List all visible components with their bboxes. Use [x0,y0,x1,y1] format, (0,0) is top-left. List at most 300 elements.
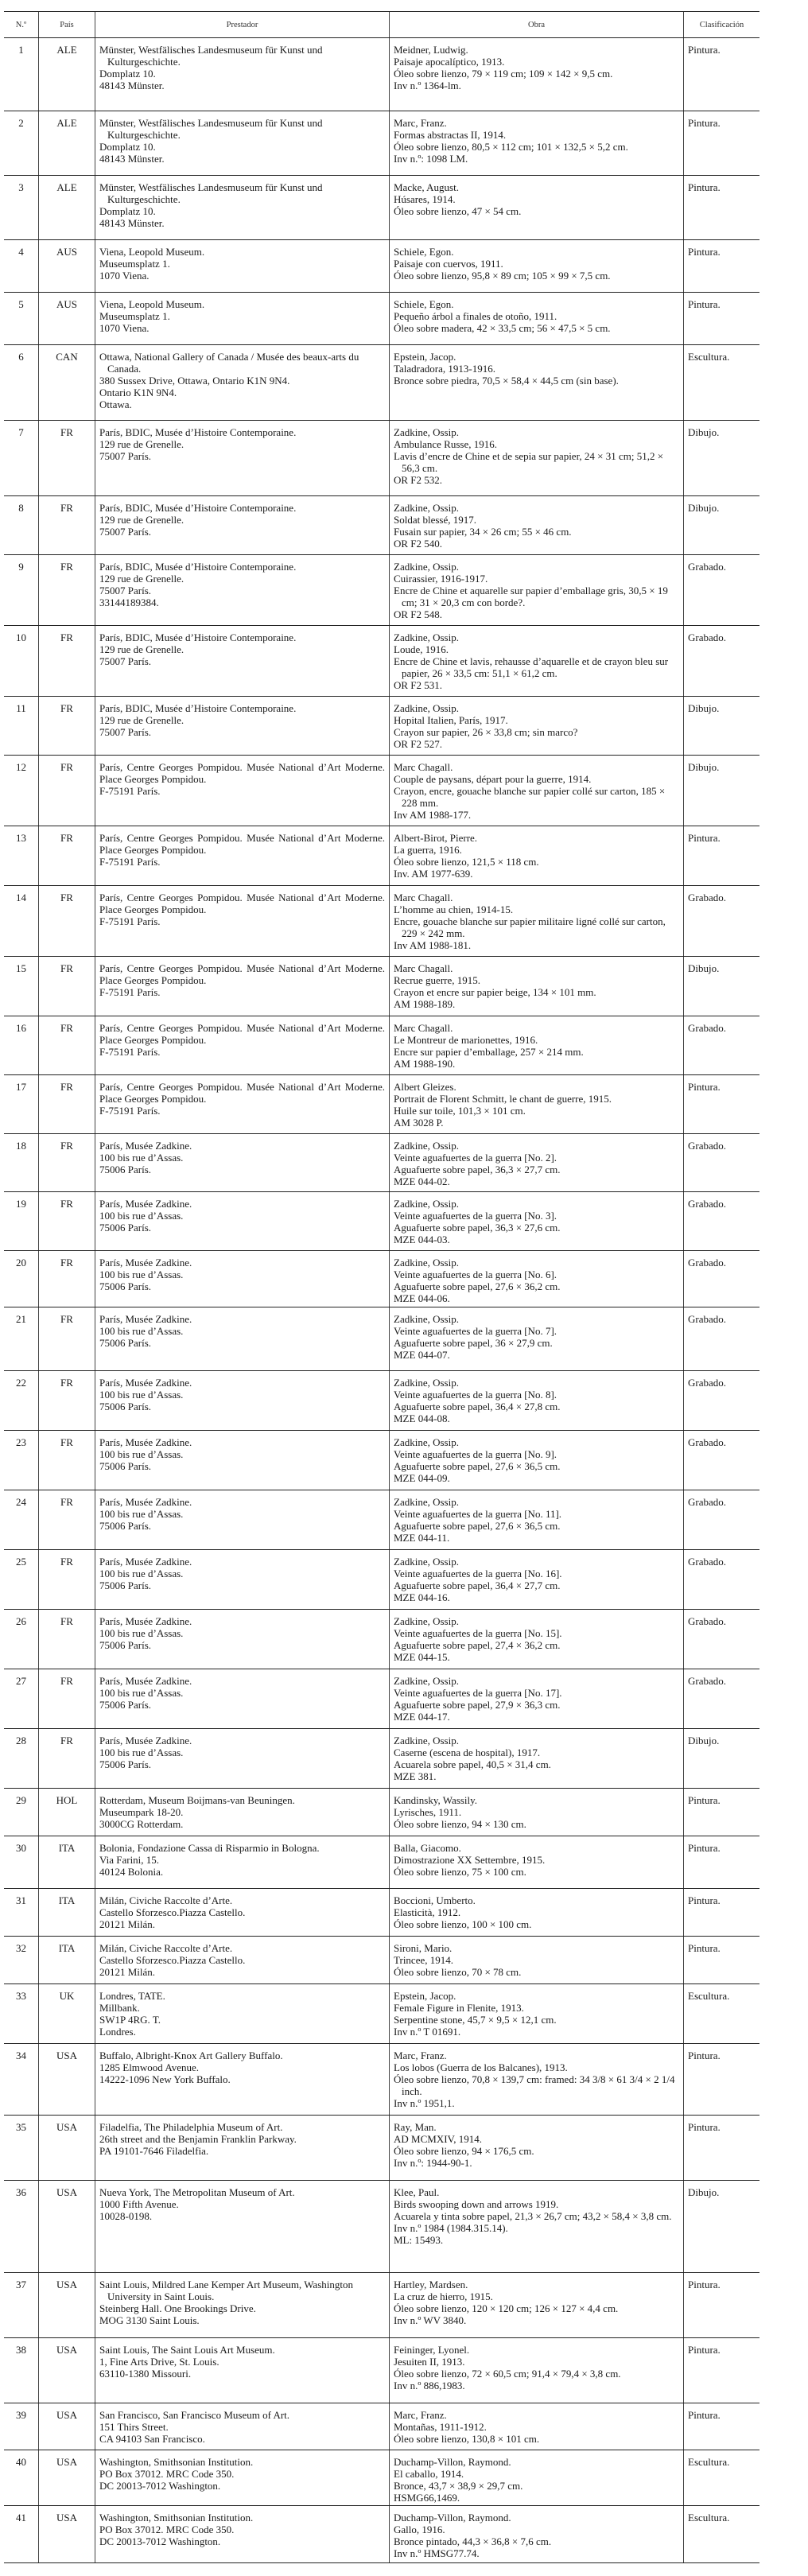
table-row [4,886,759,957]
cell-num: 7 [4,421,39,496]
obra-line: Trincee, 1914. [394,1954,453,1966]
prestador-line: Saint Louis, Mildred Lane Kemper Art Museum, Washington University in Saint Louis. [99,2279,353,2302]
cell-clasificacion: Grabado. [684,1431,760,1490]
prestador-line: Washington, Smithsonian Institution. [99,2456,254,2468]
cell-num: 26 [4,1610,39,1669]
obra-line: Lavis d’encre de Chine et de sepia sur papier, 24 × 31 cm; 51,2 × 56,3 cm. [394,450,664,474]
obra-line: AM 1988-190. [394,1058,456,1070]
cell-num: 8 [4,496,39,555]
table-row [4,38,759,111]
cell-pais: FR [39,1490,95,1550]
cell-obra [390,1371,684,1431]
cell-pais: FR [39,1669,95,1729]
table-row [4,957,759,1016]
cell-obra [390,697,684,756]
table-row [4,1836,759,1889]
cell-prestador [95,1192,390,1251]
cell-num: 11 [4,697,39,756]
cell-clasificacion: Pintura. [684,1836,760,1889]
obra-line: MZE 044-03. [394,1234,450,1245]
cell-prestador [95,1889,390,1937]
obra-line: Crayon, encre, gouache blanche sur papier collé sur carton, 185 × 228 mm. [394,785,666,809]
obra-line: Veinte aguafuertes de la guerra [No. 16]. [394,1568,562,1579]
cell-clasificacion: Pintura. [684,38,760,111]
obra-line: Female Figure in Flenite, 1913. [394,2002,524,2014]
cell-pais: FR [39,1251,95,1307]
obra-line: Feininger, Lyonel. [394,2344,470,2356]
cell-prestador [95,1937,390,1984]
cell-num: 39 [4,2403,39,2450]
cell-pais: USA [39,2273,95,2338]
prestador-line: 151 Thirs Street. [99,2421,169,2433]
obra-line: MZE 044-08. [394,1412,450,1424]
table-row [4,1307,759,1371]
prestador-line: Place Georges Pompidou. [99,1034,207,1046]
cell-clasificacion: Pintura. [684,2044,760,2116]
obra-line: Óleo sobre lienzo, 120 × 120 cm; 126 × 127 × 4,4 cm. [394,2302,619,2314]
prestador-line: 33144189384. [99,596,159,608]
cell-clasificacion: Pintura. [684,2403,760,2450]
cell-num: 33 [4,1984,39,2044]
cell-clasificacion: Dibujo. [684,421,760,496]
cell-prestador [95,2506,390,2563]
obra-line: L’homme au chien, 1914-15. [394,903,514,915]
obra-line: Encre sur papier d’emballage, 257 × 214 mm. [394,1046,584,1058]
obra-line: Encre de Chine et aquarelle sur papier d’emballage gris, 30,5 × 19 cm; 31 × 20,3 cm con borde?. [394,585,668,608]
cell-obra [390,1937,684,1984]
prestador-line: Museumsplatz 1. [99,310,170,322]
cell-prestador [95,1836,390,1889]
cell-clasificacion: Pintura. [684,2273,760,2338]
obra-line: Loude, 1916. [394,643,449,655]
table-row [4,2450,759,2506]
obra-line: Óleo sobre lienzo, 70,8 × 139,7 cm: framed: 34 3/8 × 61 3/4 × 2 1/4 inch. [394,2073,675,2097]
cell-prestador [95,1610,390,1669]
cell-obra [390,886,684,957]
prestador-line: Ottawa. [99,398,132,410]
cell-num: 16 [4,1016,39,1075]
obra-line: Aguafuerte sobre papel, 27,6 × 36,2 cm. [394,1280,561,1292]
obra-line: Húsares, 1914. [394,193,456,205]
prestador-line: París, Musée Zadkine. [99,1436,192,1448]
cell-obra [390,2403,684,2450]
obra-line: Los lobos (Guerra de los Balcanes), 1913. [394,2061,568,2073]
cell-num: 38 [4,2338,39,2403]
cell-obra [390,1889,684,1937]
cell-prestador [95,38,390,111]
cell-clasificacion: Grabado. [684,626,760,697]
cell-pais: FR [39,697,95,756]
cell-obra [390,1729,684,1789]
cell-obra [390,1610,684,1669]
prestador-line: 100 bis rue d’Assas. [99,1210,184,1222]
prestador-line: 100 bis rue d’Assas. [99,1152,184,1164]
table-row [4,1075,759,1134]
obra-line: Montañas, 1911-1912. [394,2421,487,2433]
cell-pais: FR [39,1371,95,1431]
cell-obra [390,1016,684,1075]
prestador-line: París, BDIC, Musée d’Histoire Contemporaine. [99,502,297,514]
table-row [4,1016,759,1075]
prestador-line: 75006 París. [99,1520,151,1532]
cell-clasificacion: Pintura. [684,111,760,176]
prestador-line: 129 rue de Grenelle. [99,714,185,726]
prestador-line: París, Musée Zadkine. [99,1377,192,1389]
table-row [4,1431,759,1490]
obra-line: Óleo sobre lienzo, 75 × 100 cm. [394,1866,526,1878]
obra-line: Soldat blessé, 1917. [394,514,476,526]
cell-obra [390,496,684,555]
cell-obra [390,176,684,240]
prestador-line: 75007 París. [99,450,151,462]
cell-num: 25 [4,1550,39,1610]
obra-line: Aguafuerte sobre papel, 27,6 × 36,5 cm. [394,1520,561,1532]
obra-line: Veinte aguafuertes de la guerra [No. 17]. [394,1687,562,1699]
cell-prestador [95,1669,390,1729]
cell-clasificacion: Dibujo. [684,957,760,1016]
obra-line: AM 1988-189. [394,998,456,1010]
obra-line: Zadkine, Ossip. [394,1313,459,1325]
obra-line: Zadkine, Ossip. [394,561,459,573]
obra-line: MZE 044-16. [394,1591,450,1603]
obra-line: Sironi, Mario. [394,1942,453,1954]
cell-pais: FR [39,496,95,555]
prestador-line: 3000CG Rotterdam. [99,1818,184,1830]
obra-line: Cuirassier, 1916-1917. [394,573,488,585]
prestador-line: Domplatz 10. [99,68,156,80]
obra-line: Zadkine, Ossip. [394,426,459,438]
obra-line: Óleo sobre lienzo, 94 × 176,5 cm. [394,2145,534,2157]
obra-line: MZE 044-15. [394,1651,450,1663]
obra-line: Zadkine, Ossip. [394,1735,459,1746]
cell-pais: USA [39,2403,95,2450]
cell-num: 28 [4,1729,39,1789]
prestador-line: París, BDIC, Musée d’Histoire Contemporaine. [99,561,297,573]
prestador-line: Place Georges Pompidou. [99,903,207,915]
obra-line: MZE 044-02. [394,1175,450,1187]
cell-num: 3 [4,176,39,240]
prestador-line: París, Musée Zadkine. [99,1735,192,1746]
table-row [4,2044,759,2116]
obra-line: OR F2 540. [394,538,443,550]
cell-clasificacion: Escultura. [684,2450,760,2506]
cell-num: 41 [4,2506,39,2563]
obra-line: Formas abstractas II, 1914. [394,129,507,141]
cell-num: 13 [4,826,39,886]
cell-pais: FR [39,957,95,1016]
cell-prestador [95,1075,390,1134]
obra-line: Epstein, Jacop. [394,351,456,363]
cell-clasificacion: Grabado. [684,1371,760,1431]
obra-line: Óleo sobre lienzo, 80,5 × 112 cm; 101 × 132,5 × 5,2 cm. [394,141,628,153]
cell-obra [390,240,684,293]
prestador-line: París, Centre Georges Pompidou. Musée National d’Art Moderne. [99,1081,385,1093]
cell-obra [390,555,684,626]
table-row [4,1984,759,2044]
table-row [4,2506,759,2563]
prestador-line: F-75191 París. [99,785,161,797]
obra-line: Veinte aguafuertes de la guerra [No. 6]. [394,1269,557,1280]
prestador-line: SW1P 4RG. T. [99,2014,161,2026]
obra-line: Taladradora, 1913-1916. [394,363,495,375]
cell-obra [390,1984,684,2044]
obra-line: Veinte aguafuertes de la guerra [No. 8]. [394,1389,557,1401]
obra-line: AD MCMXIV, 1914. [394,2133,482,2145]
prestador-line: 100 bis rue d’Assas. [99,1325,184,1337]
prestador-line: 100 bis rue d’Assas. [99,1746,184,1758]
table-row [4,826,759,886]
cell-obra [390,1669,684,1729]
prestador-line: Museumpark 18-20. [99,1806,184,1818]
cell-obra [390,2181,684,2273]
obra-line: Huile sur toile, 101,3 × 101 cm. [394,1105,526,1117]
cell-clasificacion: Grabado. [684,886,760,957]
table-row [4,2181,759,2273]
obra-line: Schiele, Egon. [394,246,454,258]
obra-line: Zadkine, Ossip. [394,1675,459,1687]
header-prestador: Prestador [95,12,390,38]
prestador-line: París, Centre Georges Pompidou. Musée National d’Art Moderne. [99,1022,385,1034]
obra-line: Inv n.º: 1098 LM. [394,153,468,165]
prestador-line: París, Musée Zadkine. [99,1556,192,1568]
obra-line: Birds swooping down and arrows 1919. [394,2198,559,2210]
prestador-line: Viena, Leopold Museum. [99,246,205,258]
prestador-line: 75006 París. [99,1401,151,1412]
cell-obra [390,1550,684,1610]
obra-line: Albert Gleizes. [394,1081,456,1093]
prestador-line: 1070 Viena. [99,322,150,334]
prestador-line: DC 20013-7012 Washington. [99,2535,221,2547]
table-row [4,2273,759,2338]
prestador-line: 75006 París. [99,1699,151,1711]
obra-line: Albert-Birot, Pierre. [394,832,478,844]
prestador-line: 100 bis rue d’Assas. [99,1448,184,1460]
cell-prestador [95,2273,390,2338]
obra-line: Klee, Paul. [394,2186,440,2198]
obra-line: Marc, Franz. [394,2409,447,2421]
cell-clasificacion: Grabado. [684,1490,760,1550]
prestador-line: Filadelfia, The Philadelphia Museum of Art. [99,2121,283,2133]
cell-pais: FR [39,826,95,886]
obra-line: Óleo sobre lienzo, 47 × 54 cm. [394,205,522,217]
cell-obra [390,826,684,886]
prestador-line: 75006 París. [99,1758,151,1770]
obra-line: Zadkine, Ossip. [394,1140,459,1152]
cell-pais: ITA [39,1836,95,1889]
cell-num: 29 [4,1789,39,1836]
obra-line: Aguafuerte sobre papel, 27,6 × 36,5 cm. [394,1460,561,1472]
cell-prestador [95,421,390,496]
cell-num: 23 [4,1431,39,1490]
cell-prestador [95,176,390,240]
cell-obra [390,421,684,496]
header-num: N.º [4,12,39,38]
cell-pais: ALE [39,38,95,111]
obra-line: Balla, Giacomo. [394,1842,461,1854]
obra-line: La cruz de hierro, 1915. [394,2290,493,2302]
obra-line: Le Montreur de marionettes, 1916. [394,1034,538,1046]
cell-prestador [95,1251,390,1307]
obra-line: MZE 044-07. [394,1349,450,1361]
prestador-line: 48143 Münster. [99,217,165,229]
obra-line: Inv n.º 1951,1. [394,2097,455,2109]
obra-line: Inv n.º T 01691. [394,2026,461,2038]
table-row [4,697,759,756]
cell-num: 14 [4,886,39,957]
cell-prestador [95,957,390,1016]
cell-obra [390,1431,684,1490]
table-row [4,345,759,421]
obra-line: Kandinsky, Wassily. [394,1794,477,1806]
prestador-line: 129 rue de Grenelle. [99,643,185,655]
obra-line: Aguafuerte sobre papel, 36,3 × 27,6 cm. [394,1222,561,1234]
cell-pais: FR [39,421,95,496]
prestador-line: París, Centre Georges Pompidou. Musée National d’Art Moderne. [99,761,385,773]
prestador-line: 100 bis rue d’Assas. [99,1627,184,1639]
cell-pais: FR [39,1610,95,1669]
obra-line: Zadkine, Ossip. [394,631,459,643]
obra-line: ML: 15493. [394,2234,444,2246]
cell-pais: UK [39,1984,95,2044]
cell-clasificacion: Pintura. [684,1075,760,1134]
prestador-line: París, Centre Georges Pompidou. Musée National d’Art Moderne. [99,962,385,974]
cell-obra [390,1836,684,1889]
prestador-line: 10028-0198. [99,2210,153,2222]
obra-line: Óleo sobre madera, 42 × 33,5 cm; 56 × 47,5 × 5 cm. [394,322,611,334]
obra-line: Serpentine stone, 45,7 × 9,5 × 12,1 cm. [394,2014,557,2026]
prestador-line: París, Musée Zadkine. [99,1313,192,1325]
obra-line: Óleo sobre lienzo, 95,8 × 89 cm; 105 × 99 × 7,5 cm. [394,270,611,282]
obra-line: Macke, August. [394,181,459,193]
cell-clasificacion: Escultura. [684,345,760,421]
obra-line: Recrue guerre, 1915. [394,974,481,986]
obra-line: Veinte aguafuertes de la guerra [No. 7]. [394,1325,557,1337]
obra-line: MZE 044-17. [394,1711,450,1723]
obra-line: Zadkine, Ossip. [394,1198,459,1210]
prestador-line: 75007 París. [99,585,151,596]
cell-prestador [95,111,390,176]
cell-prestador [95,1134,390,1192]
cell-num: 17 [4,1075,39,1134]
cell-prestador [95,886,390,957]
prestador-line: París, Musée Zadkine. [99,1496,192,1508]
obra-line: Óleo sobre lienzo, 100 × 100 cm. [394,1918,532,1930]
obra-line: La guerra, 1916. [394,844,462,856]
table-row [4,2338,759,2403]
cell-pais: USA [39,2338,95,2403]
obra-line: Meidner, Ludwig. [394,44,468,56]
table-row [4,1669,759,1729]
prestador-line: PO Box 37012. MRC Code 350. [99,2468,235,2480]
cell-num: 5 [4,293,39,345]
obra-line: Inv n.º WV 3840. [394,2314,467,2326]
prestador-line: 48143 Münster. [99,153,165,165]
cell-clasificacion: Escultura. [684,2506,760,2563]
cell-pais: FR [39,1431,95,1490]
obra-line: Bronce sobre piedra, 70,5 × 58,4 × 44,5 cm (sin base). [394,375,619,387]
prestador-line: 48143 Münster. [99,80,165,91]
obra-line: Gallo, 1916. [394,2524,445,2535]
table-row [4,555,759,626]
prestador-line: Londres. [99,2026,136,2038]
prestador-line: 75006 París. [99,1222,151,1234]
header-pais: País [39,12,95,38]
cell-prestador [95,293,390,345]
cell-clasificacion: Grabado. [684,1307,760,1371]
cell-obra [390,2338,684,2403]
prestador-line: 129 rue de Grenelle. [99,514,185,526]
obra-line: Óleo sobre lienzo, 70 × 78 cm. [394,1966,522,1978]
prestador-line: 75006 París. [99,1280,151,1292]
cell-prestador [95,2338,390,2403]
cell-clasificacion: Dibujo. [684,697,760,756]
cell-obra [390,626,684,697]
cell-obra [390,1075,684,1134]
table-row [4,2116,759,2181]
cell-clasificacion: Grabado. [684,1550,760,1610]
cell-pais: USA [39,2450,95,2506]
cell-obra [390,1789,684,1836]
prestador-line: Viena, Leopold Museum. [99,298,205,310]
obra-line: Marc Chagall. [394,962,453,974]
obra-line: AM 3028 P. [394,1117,444,1129]
prestador-line: F-75191 París. [99,915,161,927]
cell-clasificacion: Pintura. [684,826,760,886]
loans-table [4,11,759,2563]
obra-line: Aguafuerte sobre papel, 36 × 27,9 cm. [394,1337,553,1349]
obra-line: Couple de paysans, départ pour la guerre, 1914. [394,773,592,785]
obra-line: Marc Chagall. [394,761,453,773]
obra-line: Zadkine, Ossip. [394,1436,459,1448]
cell-prestador [95,1307,390,1371]
cell-prestador [95,1490,390,1550]
cell-obra [390,1490,684,1550]
prestador-line: 63110-1380 Missouri. [99,2368,192,2380]
cell-pais: USA [39,2044,95,2116]
prestador-line: 75007 París. [99,526,151,538]
obra-line: OR F2 527. [394,738,443,750]
cell-clasificacion: Grabado. [684,1610,760,1669]
header-obra: Obra [390,12,684,38]
prestador-line: Nueva York, The Metropolitan Museum of Art. [99,2186,295,2198]
table-body [4,38,759,2563]
cell-clasificacion: Grabado. [684,1134,760,1192]
cell-num: 15 [4,957,39,1016]
prestador-line: 100 bis rue d’Assas. [99,1687,184,1699]
prestador-line: París, Centre Georges Pompidou. Musée National d’Art Moderne. [99,832,385,844]
prestador-line: París, Centre Georges Pompidou. Musée National d’Art Moderne. [99,892,385,903]
cell-clasificacion: Pintura. [684,1937,760,1984]
obra-line: Aguafuerte sobre papel, 36,4 × 27,8 cm. [394,1401,561,1412]
prestador-line: Ottawa, National Gallery of Canada / Musée des beaux-arts du Canada. [99,351,359,375]
prestador-line: 1, Fine Arts Drive, St. Louis. [99,2356,219,2368]
cell-num: 12 [4,756,39,826]
obra-line: Duchamp-Villon, Raymond. [394,2512,511,2524]
obra-line: OR F2 531. [394,679,443,691]
prestador-line: Münster, Westfälisches Landesmuseum für Kunst und Kulturgeschichte. [99,181,323,205]
prestador-line: F-75191 París. [99,1046,161,1058]
obra-line: OR F2 532. [394,474,443,486]
prestador-line: París, Musée Zadkine. [99,1675,192,1687]
obra-line: Aguafuerte sobre papel, 27,9 × 36,3 cm. [394,1699,561,1711]
prestador-line: Ontario K1N 9N4. [99,387,177,398]
obra-line: MZE 044-09. [394,1472,450,1484]
prestador-line: 1070 Viena. [99,270,150,282]
cell-num: 37 [4,2273,39,2338]
obra-line: Fusain sur papier, 34 × 26 cm; 55 × 46 cm. [394,526,572,538]
cell-pais: FR [39,1016,95,1075]
obra-line: Pequeño árbol a finales de otoño, 1911. [394,310,557,322]
